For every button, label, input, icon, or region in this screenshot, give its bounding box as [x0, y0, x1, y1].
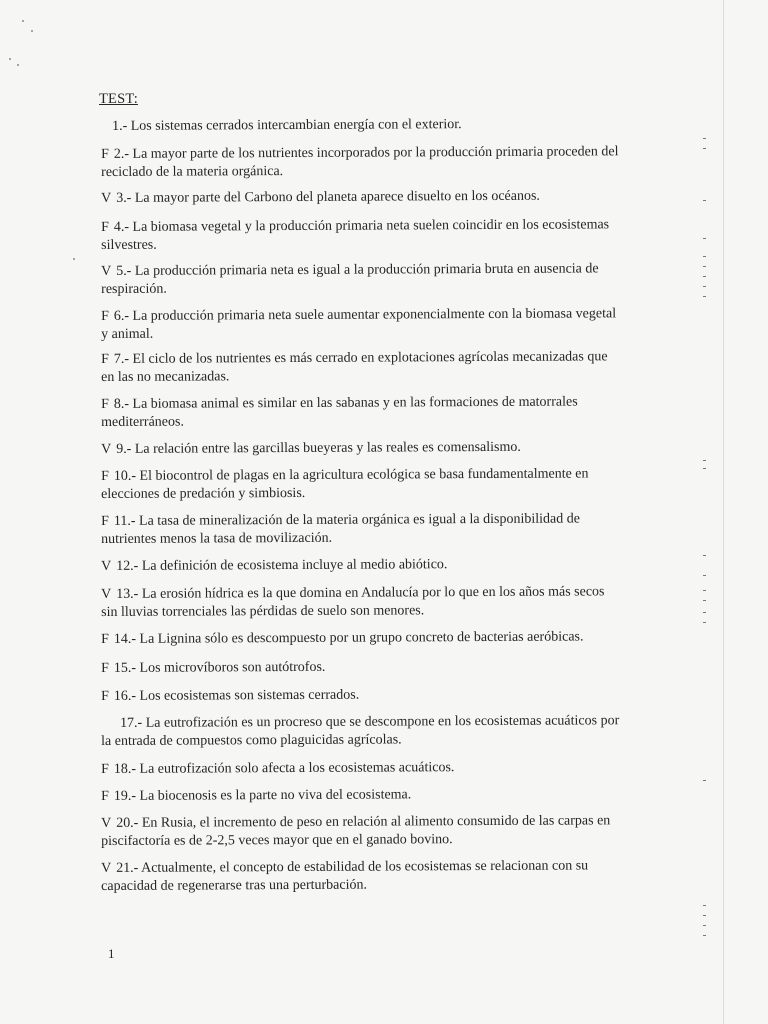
question-number: 13.- [116, 586, 139, 602]
question-7 [101, 348, 621, 387]
answer-mark: F [101, 688, 109, 704]
question-number: 6.- [113, 308, 130, 324]
margin-tick [703, 915, 706, 916]
question-18 [101, 758, 621, 779]
margin-tick [703, 780, 706, 781]
question-10 [101, 465, 621, 504]
question-4 [101, 216, 621, 255]
question-21 [101, 857, 621, 896]
question-text: La tasa de mineralización de la materia orgánica es igual a la disponibilidad de nutrientes menos la tasa de movilización. [101, 511, 580, 547]
answer-mark: F [101, 631, 109, 647]
question-number: 11.- [113, 513, 136, 529]
margin-tick [703, 590, 706, 591]
answer-mark: F [101, 308, 109, 324]
question-11 [101, 510, 621, 549]
question-text: La biomasa vegetal y la producción primaria neta suelen coincidir en los ecosistemas silvestres. [101, 217, 610, 253]
page-number: 1 [108, 946, 115, 961]
answer-mark: F [101, 761, 109, 777]
scan-speck [17, 64, 19, 66]
question-number: 8.- [113, 396, 130, 412]
question-13 [101, 583, 621, 622]
question-number: 18.- [113, 761, 137, 777]
answer-mark: V [101, 558, 112, 574]
margin-tick [703, 256, 706, 257]
page-edge-shadow [723, 0, 724, 1024]
question-text: En Rusia, el incremento de peso en relación al alimento consumido de las carpas en piscifactoría es de 2-2,5 veces mayor que en el ganado bovino. [101, 813, 611, 849]
scan-speck [9, 58, 11, 60]
question-number: 20.- [116, 815, 139, 831]
margin-tick [703, 612, 706, 613]
question-number: 16.- [113, 688, 137, 704]
margin-tick [703, 138, 706, 139]
margin-tick [703, 460, 706, 461]
test-title: TEST: [99, 91, 138, 107]
answer-mark: F [101, 513, 109, 529]
question-20 [101, 812, 621, 851]
scan-speck [31, 30, 33, 32]
margin-tick [703, 238, 706, 239]
margin-tick [703, 148, 706, 149]
question-1 [101, 115, 621, 136]
question-number: 14.- [113, 631, 137, 647]
question-17 [101, 712, 621, 751]
question-number: 19.- [113, 788, 137, 804]
question-14 [101, 628, 621, 649]
answer-mark: F [101, 146, 109, 162]
question-2 [101, 143, 621, 182]
question-text: La relación entre las garcillas bueyeras y las reales es comensalismo. [134, 439, 521, 457]
question-text: La producción primaria neta suele aumentar exponencialmente con la biomasa vegetal y animal. [101, 306, 617, 342]
answer-mark: F [101, 351, 109, 367]
answer-mark: F [101, 468, 109, 484]
question-19 [101, 785, 621, 806]
question-text: Los ecosistemas son sistemas cerrados. [139, 687, 360, 704]
margin-tick [703, 905, 706, 906]
question-text: La definición de ecosistema incluye al medio abiótico. [141, 557, 448, 574]
answer-mark: V [101, 815, 112, 831]
answer-mark: V [101, 860, 112, 876]
question-text: La mayor parte de los nutrientes incorporados por la producción primaria proceden del reciclado de la materia orgánica. [101, 144, 619, 180]
question-text: La biocenosis es la parte no viva del ecosistema. [139, 787, 412, 804]
answer-mark: V [101, 263, 112, 279]
question-12 [101, 555, 621, 576]
question-8 [101, 393, 621, 432]
answer-mark: V [101, 441, 112, 457]
answer-mark: F [101, 219, 109, 235]
answer-mark: F [101, 660, 109, 676]
question-number: 2.- [113, 146, 130, 162]
question-5 [101, 260, 621, 299]
question-3 [101, 187, 621, 208]
question-text: Los sistemas cerrados intercambian energía con el exterior. [130, 117, 462, 134]
question-number: 21.- [116, 860, 139, 876]
margin-tick [703, 200, 706, 201]
question-number: 7.- [113, 351, 130, 367]
question-6 [101, 305, 621, 344]
question-number: 15.- [113, 660, 137, 676]
question-number: 12.- [116, 558, 139, 574]
question-text: La eutrofización solo afecta a los ecosistemas acuáticos. [139, 760, 455, 777]
answer-mark: V [101, 586, 112, 602]
question-text: Actualmente, el concepto de estabilidad de los ecosistemas se relacionan con su capacidad de regenerarse tras una perturbación. [101, 858, 589, 894]
question-number: 10.- [113, 468, 137, 484]
margin-tick [703, 276, 706, 277]
question-text: La eutrofización es un procreso que se descompone en los ecosistemas acuáticos por la entrada de compuestos como plaguicidas agrícolas. [101, 713, 620, 749]
scan-speck [22, 20, 24, 22]
margin-tick [703, 296, 706, 297]
question-text: La mayor parte del Carbono del planeta aparece disuelto en los océanos. [134, 188, 540, 206]
question-number: 4.- [113, 219, 130, 235]
question-text: El biocontrol de plagas en la agricultura ecológica se basa fundamentalmente en elecciones de predación y simbiosis. [101, 466, 589, 502]
question-number: 5.- [116, 263, 132, 279]
question-9 [101, 438, 621, 459]
margin-tick [703, 600, 706, 601]
question-16 [101, 685, 621, 706]
question-15 [101, 657, 621, 678]
answer-mark: F [101, 788, 109, 804]
margin-tick [703, 286, 706, 287]
margin-tick [703, 555, 706, 556]
scan-speck [73, 258, 75, 260]
question-text: La biomasa animal es similar en las sabanas y en las formaciones de matorrales mediterráneos. [101, 394, 578, 430]
margin-tick [703, 935, 706, 936]
question-text: La producción primaria neta es igual a la producción primaria bruta en ausencia de respiración. [101, 261, 599, 297]
question-number: 3.- [116, 190, 132, 206]
question-number: 1.- [112, 118, 128, 134]
question-text: La Lignina sólo es descompuesto por un grupo concreto de bacterias aeróbicas. [139, 629, 584, 647]
question-text: Los microvíboros son autótrofos. [139, 659, 326, 676]
margin-tick [703, 622, 706, 623]
margin-tick [703, 266, 706, 267]
margin-tick [703, 925, 706, 926]
margin-tick [703, 468, 706, 469]
question-number: 17.- [120, 715, 143, 731]
answer-mark: V [101, 190, 112, 206]
answer-mark: F [101, 396, 109, 412]
margin-tick [703, 575, 706, 576]
question-number: 9.- [116, 441, 132, 457]
question-text: El ciclo de los nutrientes es más cerrado en explotaciones agrícolas mecanizadas que en las no mecanizadas. [101, 349, 608, 385]
question-text: La erosión hídrica es la que domina en Andalucía por lo que en los años más secos sin lluvias torrenciales las pérdidas de suelo son menores. [101, 584, 605, 620]
